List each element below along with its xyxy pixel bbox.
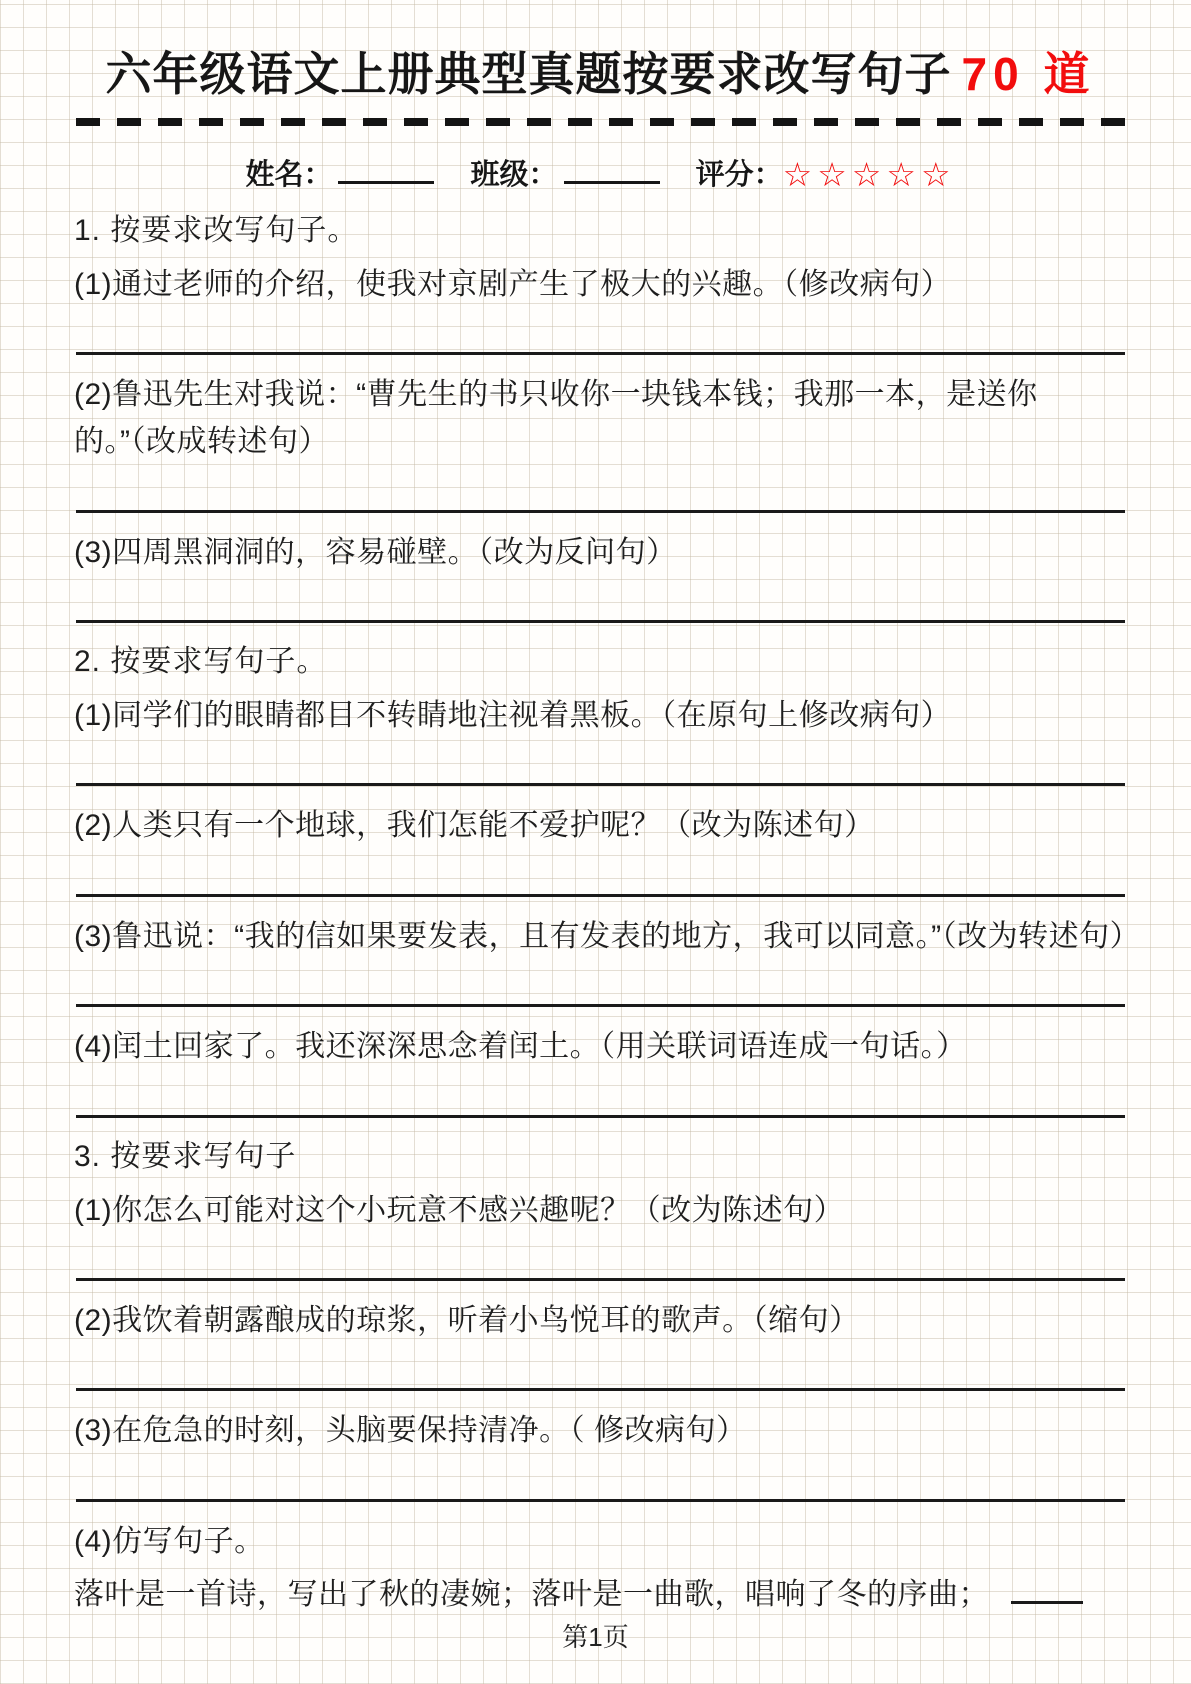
score-label: 评分： bbox=[695, 158, 783, 191]
question-text: 落叶是一首诗，写出了秋的凄婉；落叶是一曲歌，唱响了冬的序曲； bbox=[74, 1571, 1127, 1618]
question-text: (2)我饮着朝露酿成的琼浆，听着小鸟悦耳的歌声。（缩句） bbox=[74, 1304, 860, 1338]
answer-line bbox=[76, 620, 1125, 623]
question-text: (1)同学们的眼睛都目不转睛地注视着黑板。（在原句上修改病句） bbox=[74, 699, 952, 733]
class-blank bbox=[564, 155, 660, 184]
class-label: 班级： bbox=[470, 158, 558, 191]
page-footer: 第1页 bbox=[562, 1622, 629, 1652]
page-title-black: 六年级语文上册典型真题按要求改写句子 bbox=[105, 48, 952, 100]
score-field bbox=[695, 155, 956, 193]
question-text: (2)人类只有一个地球，我们怎能不爱护呢？（改为陈述句） bbox=[74, 809, 875, 843]
question-text: (1)通过老师的介绍，使我对京剧产生了极大的兴趣。（修改病句） bbox=[74, 267, 952, 301]
section-heading: 2. 按要求写句子。 bbox=[74, 645, 328, 679]
question-text: (3)在危急的时刻，头脑要保持清净。（ 修改病句） bbox=[74, 1414, 747, 1448]
name-label: 姓名： bbox=[245, 158, 333, 191]
name-blank bbox=[338, 155, 434, 184]
questions bbox=[74, 208, 1141, 1619]
page-title bbox=[74, 46, 1127, 104]
score-stars: ☆☆☆☆☆ bbox=[782, 155, 956, 193]
question-text: (3)鲁迅说：“我的信如果要发表，且有发表的地方，我可以同意。”（改为转述句） bbox=[74, 919, 1141, 953]
section-heading: 1. 按要求改写句子。 bbox=[74, 213, 359, 247]
question-text: (3)四周黑洞洞的，容易碰壁。（改为反问句） bbox=[74, 535, 677, 569]
answer-line bbox=[76, 894, 1125, 897]
question-text: (4)闰土回家了。我还深深思念着闰土。（用关联词语连成一句话。） bbox=[74, 1030, 967, 1064]
question-text: (1)你怎么可能对这个小玩意不感兴趣呢？（改为陈述句） bbox=[74, 1193, 845, 1227]
question-text: (2)鲁迅先生对我说：“曹先生的书只收你一块钱本钱；我那一本，是送你的。”（改成转述句） bbox=[74, 377, 1038, 459]
question-text: (4)仿写句子。 bbox=[74, 1524, 265, 1558]
answer-line bbox=[76, 510, 1125, 513]
answer-line bbox=[76, 1278, 1125, 1281]
answer-line bbox=[76, 783, 1125, 786]
class-field bbox=[471, 159, 660, 191]
title-divider bbox=[76, 118, 1125, 126]
answer-line bbox=[76, 1499, 1125, 1502]
section-heading: 3. 按要求写句子 bbox=[74, 1139, 297, 1173]
inline-answer-blank bbox=[1011, 1577, 1083, 1604]
answer-line bbox=[76, 1388, 1125, 1391]
header-fields-row bbox=[74, 152, 1127, 194]
name-field bbox=[245, 159, 434, 191]
answer-line bbox=[76, 352, 1125, 355]
page-title-red-count: 70 道 bbox=[961, 48, 1096, 100]
answer-line bbox=[76, 1004, 1125, 1007]
answer-line bbox=[76, 1115, 1125, 1118]
